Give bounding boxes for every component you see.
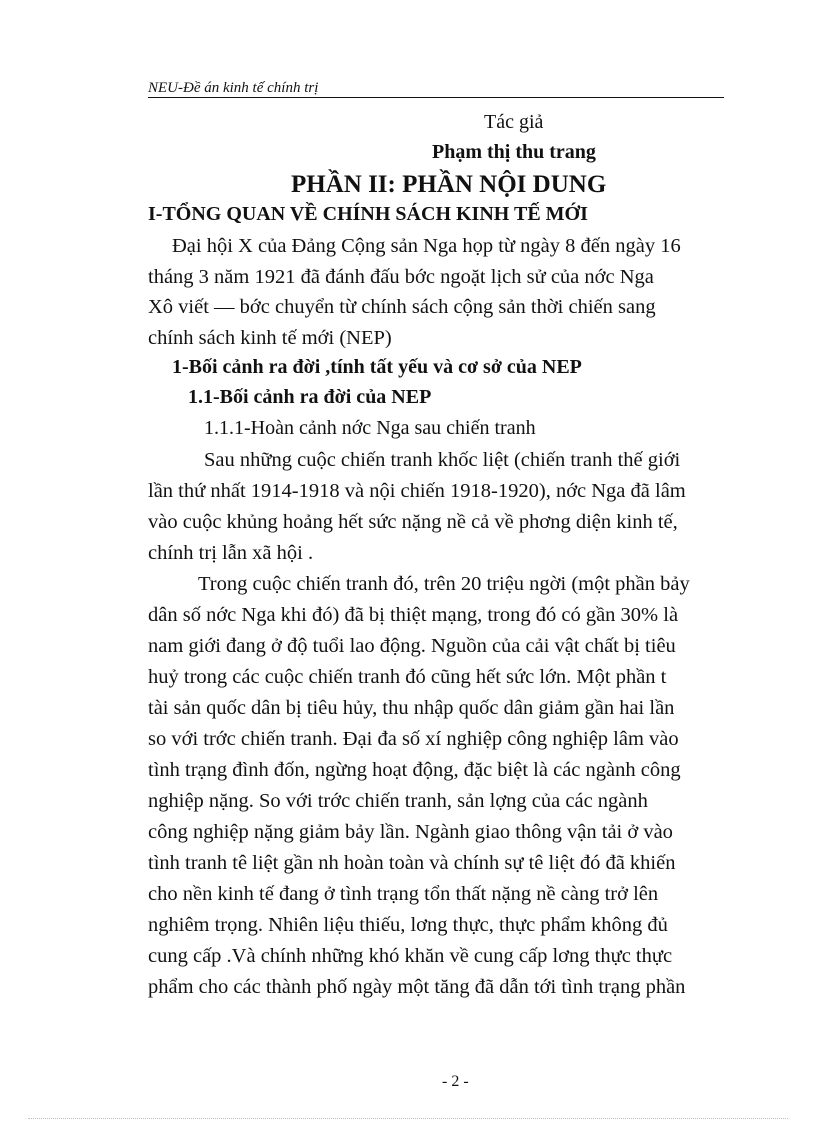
author-name: Phạm thị thu trang [432,141,596,163]
paragraph-2-line: công nghiệp nặng giảm bảy lần. Ngành giao thông vận tải ở vào [148,821,673,843]
intro-line: Xô viết — bớc chuyển từ chính sách cộng sản thời chiến sang [148,296,656,318]
subheading-1-1: 1.1-Bối cảnh ra đời của NEP [188,386,432,408]
section-heading: I-TỔNG QUAN VỀ CHÍNH SÁCH KINH TẾ MỚI [148,203,588,225]
paragraph-2-line: tài sản quốc dân bị tiêu hủy, thu nhập quốc dân giảm gần hai lần [148,697,675,719]
paragraph-2-line: so với trớc chiến tranh. Đại đa số xí nghiệp công nghiệp lâm vào [148,728,679,750]
subheading-1-1-1: 1.1.1-Hoàn cảnh nớc Nga sau chiến tranh [204,417,536,439]
intro-line: tháng 3 năm 1921 đã đánh đấu bớc ngoặt lịch sử của nớc Nga [148,266,654,288]
paragraph-2-line: dân số nớc Nga khi đó) đã bị thiệt mạng, trong đó có gần 30% là [148,604,679,626]
paragraph-2-line: phẩm cho các thành phố ngày một tăng đã dẫn tới tình trạng phần [148,976,686,998]
paragraph-2-line: huỷ trong các cuộc chiến tranh đó cũng hết sức lớn. Một phần t [148,666,667,688]
paragraph-2-line: nghiêm trọng. Nhiên liệu thiếu, lơng thực, thực phẩm không đủ [148,914,668,936]
intro-line: Đại hội X của Đảng Cộng sản Nga họp từ ngày 8 đến ngày 16 [172,235,681,257]
paragraph-2-line: nam giới đang ở độ tuổi lao động. Nguồn của cải vật chất bị tiêu [148,635,676,657]
paragraph-2-line: nghiệp nặng. So với trớc chiến tranh, sản lợng của các ngành [148,790,648,812]
paragraph-2-line: Trong cuộc chiến tranh đó, trên 20 triệu ngời (một phần bảy [198,573,690,595]
paragraph-1-line: Sau những cuộc chiến tranh khốc liệt (chiến tranh thế giới [204,449,681,471]
paragraph-2-line: tình trạng đình đốn, ngừng hoạt động, đặc biệt là các ngành công [148,759,681,781]
author-label: Tác giả [484,111,544,133]
running-header: NEU-Đề án kinh tế chính trị [148,79,724,98]
paragraph-1-line: lần thứ nhất 1914-1918 và nội chiến 1918-1920), nớc Nga đã lâm [148,480,686,502]
paragraph-1-line: chính trị lẫn xã hội . [148,542,314,564]
page-number: - 2 - [442,1073,469,1090]
paragraph-2-line: tình tranh tê liệt gần nh hoàn toàn và chính sự tê liệt đó đã khiến [148,852,676,874]
paragraph-2-line: cho nền kinh tế đang ở tình trạng tổn thất nặng nề càng trở lên [148,883,659,905]
paragraph-2-line: cung cấp .Và chính những khó khăn về cung cấp lơng thực thực [148,945,673,967]
part-title: PHẦN II: PHẦN NỘI DUNG [291,171,607,198]
paragraph-1-line: vào cuộc khủng hoảng hết sức nặng nề cả về phơng diện kinh tế, [148,511,678,533]
page-bottom-divider [28,1118,788,1119]
intro-line: chính sách kinh tế mới (NEP) [148,327,392,349]
subheading-1: 1-Bối cảnh ra đời ,tính tất yếu và cơ sở của NEP [172,356,582,378]
